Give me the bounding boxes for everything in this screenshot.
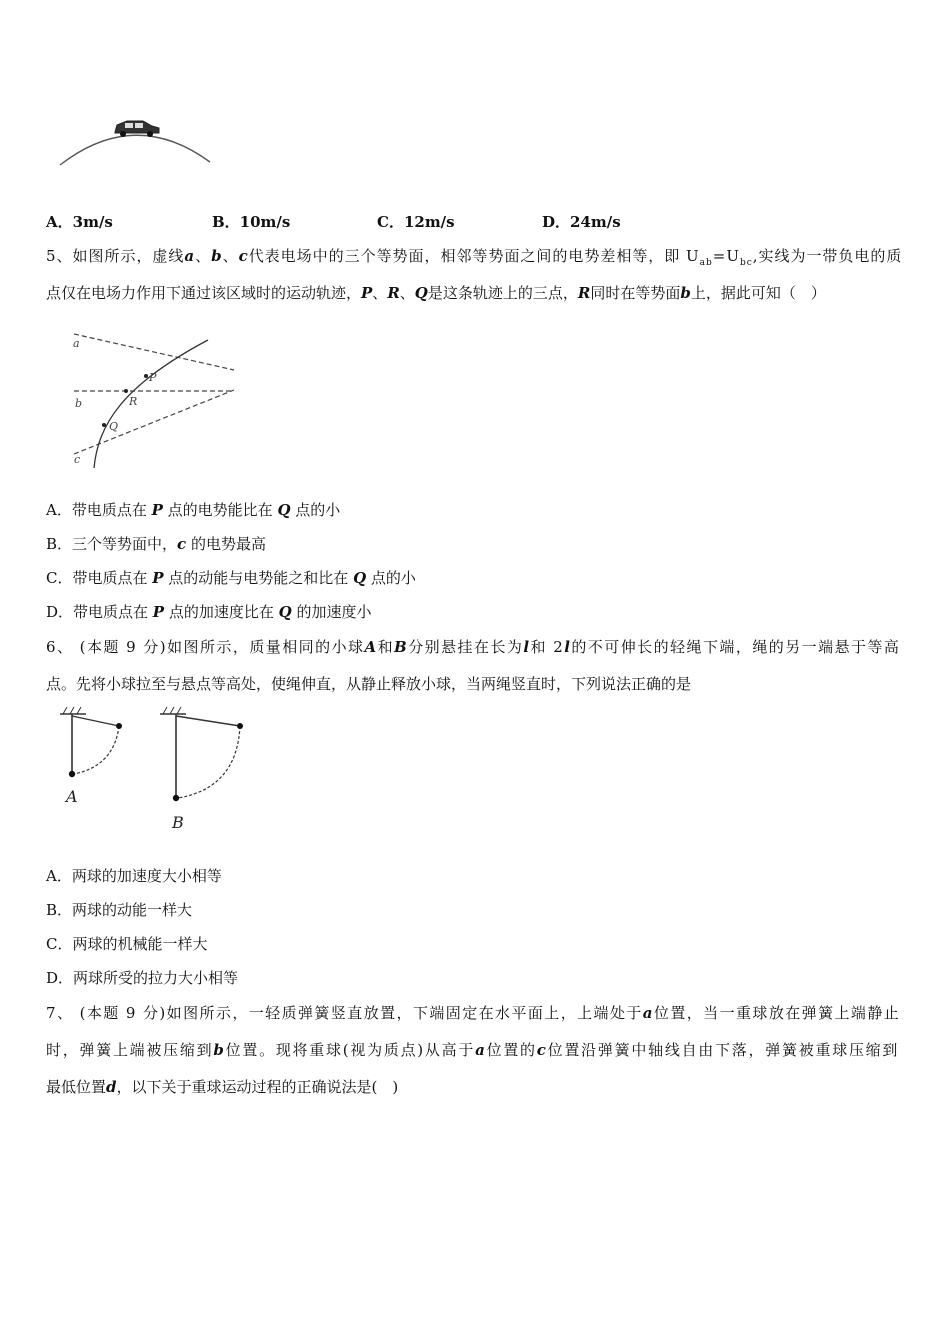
q5-option-d: D．带电质点在 P 点的加速度比在 Q 的加速度小	[46, 603, 372, 621]
q7-stem-line-2: 时，弹簧上端被压缩到b位置。现将重球(视为质点)从高于a位置的c位置沿弹簧中轴线自由下落，弹簧被重球压缩到	[46, 1041, 900, 1059]
q7-stem-line-1: 7、 (本题 9 分)如图所示，一轻质弹簧竖直放置，下端固定在水平面上，上端处于a位置，当一重球放在弹簧上端静止	[46, 1004, 901, 1022]
pendulum-b	[160, 707, 243, 832]
q5-stem-line-2: 点仅在电场力作用下通过该区域时的运动轨迹，P、R、Q是这条轨迹上的三点，R同时在等势面b上，据此可知（ ）	[46, 284, 826, 302]
q4-options	[46, 211, 906, 233]
q6-option-a: A．两球的加速度大小相等	[46, 867, 222, 885]
q5-option-a: A．带电质点在 P 点的电势能比在 Q 点的小	[46, 501, 341, 519]
label-q: Q	[109, 420, 119, 433]
label-c: c	[74, 453, 81, 466]
q6-option-b: B．两球的动能一样大	[46, 901, 193, 919]
q5-option-c: C．带电质点在 P 点的动能与电势能之和比在 Q 点的小	[46, 569, 416, 587]
q6-stem-line-2: 点。先将小球拉至与悬点等高处，使绳伸直，从静止释放小球，当两绳竖直时，下列说法正确的是	[46, 675, 692, 693]
q6-stem-line-1: 6、 (本题 9 分)如图所示，质量相同的小球A和B分别悬挂在长为l和 2l的不可伸长的轻绳下端，绳的另一端悬于等高	[46, 638, 901, 656]
pendulum-figure	[52, 704, 257, 836]
point-p	[144, 374, 148, 378]
q4-option-d: D．24m/s	[542, 213, 621, 231]
q6-option-d: D．两球所受的拉力大小相等	[46, 969, 239, 987]
point-q	[102, 423, 106, 427]
equipotential-c	[74, 390, 234, 454]
label-a: a	[73, 337, 80, 350]
equipotential-figure	[66, 326, 244, 474]
equipotential-a	[74, 334, 234, 370]
trajectory	[94, 340, 208, 468]
q5-stem-line-1: 5、如图所示，虚线a、b、c代表电场中的三个等势面，相邻等势面之间的电势差相等，即 $U_{ab}=U_{bc}$,实线为一带负电的质	[46, 247, 903, 268]
q4-option-a: A．3m/s	[46, 213, 113, 231]
label-ball-b: B	[172, 813, 184, 832]
arch-bridge	[60, 135, 210, 165]
car-on-arch-figure	[55, 112, 215, 170]
q4-option-c: C．12m/s	[377, 213, 455, 231]
q7-stem-line-3: 最低位置d，以下关于重球运动过程的正确说法是( )	[46, 1078, 399, 1096]
point-r	[124, 389, 128, 393]
q5-option-b: B．三个等势面中，c 的电势最高	[46, 535, 266, 553]
label-b: b	[75, 397, 83, 410]
q6-option-c: C．两球的机械能一样大	[46, 935, 208, 953]
label-p: P	[149, 371, 157, 384]
q4-option-b: B．10m/s	[212, 213, 291, 231]
label-ball-a: A	[66, 787, 78, 806]
pendulum-a	[60, 707, 122, 806]
label-r: R	[129, 395, 138, 408]
